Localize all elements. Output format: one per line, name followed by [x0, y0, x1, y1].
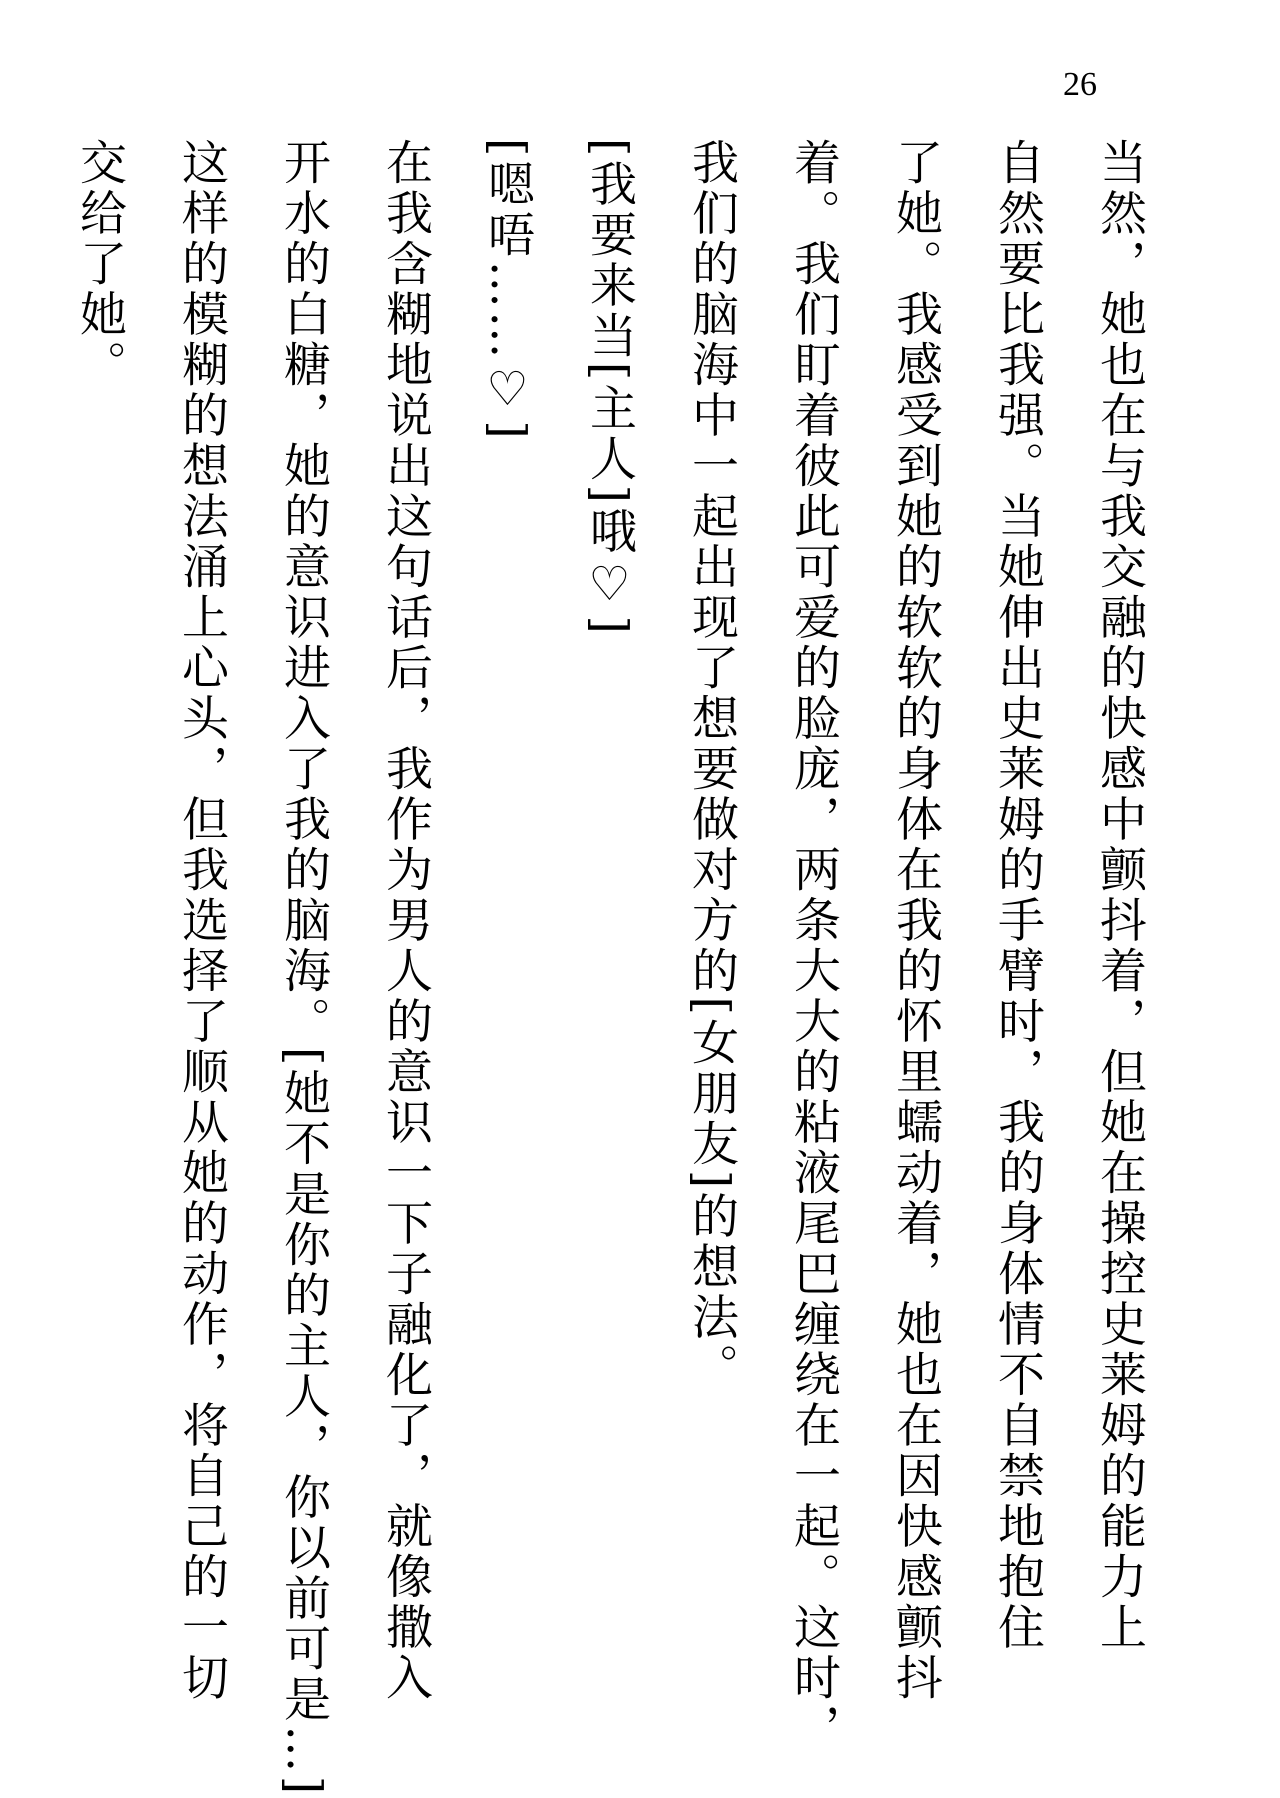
text-line-8: 在我含糊地说出这句话后，我作为男人的意识一下子融化了，就像撒入	[378, 138, 433, 1704]
text-line-10: 这样的模糊的想法涌上心头，但我选择了顺从她的动作，将自己的一切	[174, 138, 229, 1704]
text-line-1: 当然，她也在与我交融的快感中颤抖着，但她在操控史莱姆的能力上	[1092, 138, 1147, 1653]
text-line-11: 交给了她。	[72, 138, 127, 391]
text-line-7: [嗯唔……♡]	[480, 138, 535, 443]
page-number: 26	[1063, 66, 1097, 103]
text-line-9: 开水的白糖，她的意识进入了我的脑海。[她不是你的主人，你以前可是…]	[276, 138, 331, 1798]
body-text	[48, 138, 1170, 1798]
text-line-5: 我们的脑海中一起出现了想要做对方的[女朋友]的想法。	[684, 138, 739, 1394]
text-line-6: [我要来当[主人]哦♡]	[582, 138, 637, 638]
text-line-3: 了她。我感受到她的软软的身体在我的怀里蠕动着，她也在因快感颤抖	[888, 138, 943, 1704]
text-line-2: 自然要比我强。当她伸出史莱姆的手臂时，我的身体情不自禁地抱住	[990, 138, 1045, 1653]
text-line-4: 着。我们盯着彼此可爱的脸庞，两条大大的粘液尾巴缠绕在一起。这时，	[786, 138, 841, 1754]
